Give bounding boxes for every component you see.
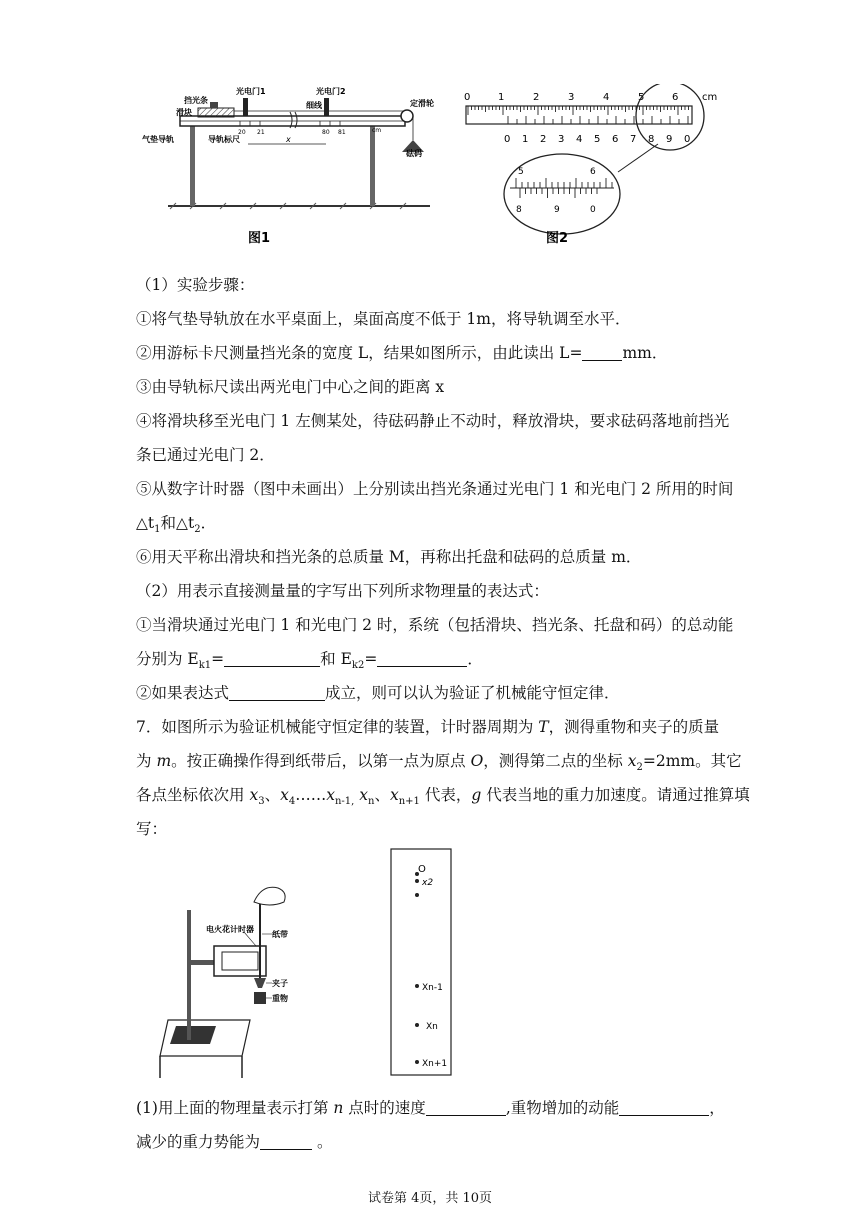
tick-21: 21 — [257, 129, 265, 136]
label-weight-obj: 重物 — [272, 994, 288, 1003]
step-4 — [136, 410, 729, 432]
q7-xn2: x — [389, 786, 399, 804]
q7-sub1-d: ， — [709, 1099, 725, 1117]
answer-blank-expression[interactable] — [229, 684, 325, 701]
vernier-1: 1 — [522, 134, 529, 145]
label-shutter: 挡光条 — [184, 96, 208, 105]
label-xn2: Xn+1 — [422, 1059, 448, 1069]
main-tick-3: 3 — [568, 92, 575, 103]
vernier-6: 6 — [612, 134, 619, 145]
step-5 — [136, 478, 733, 500]
q7-sub1-n: n — [333, 1099, 344, 1117]
vernier-5: 5 — [594, 134, 601, 145]
step-6-text: ⑥用天平称出滑块和挡光条的总质量 M，再称出托盘和砝码的总质量 m． — [136, 548, 642, 566]
step-2-unit: mm． — [622, 344, 668, 362]
part2-heading-text: （2）用表示直接测量量的字写出下列所求物理量的表达式： — [136, 582, 549, 600]
q7-m: m — [156, 752, 172, 770]
q7-x2: x — [627, 752, 637, 770]
q7-d: 。按正确操作得到纸带后，以第一点为原点 — [171, 752, 471, 770]
label-timer: 电火花计时器 — [206, 925, 254, 934]
q7-j: 写： — [136, 820, 168, 838]
step-1-text: ①将气垫导轨放在水平桌面上，桌面高度不低于 1m，将导轨调至水平． — [136, 310, 631, 328]
label-gate1: 光电门1 — [236, 87, 266, 96]
vernier-3: 3 — [558, 134, 565, 145]
part2-q1-text: ①当滑块通过光电门 1 和光电门 2 时，系统（包括滑块、挡光条、托盘和码）的总动能 — [136, 616, 734, 634]
q7-T: T — [538, 718, 549, 736]
q7-sub1-b: 点时的速度 — [343, 1099, 426, 1117]
vernier-2: 2 — [540, 134, 547, 145]
step-5-cont — [136, 512, 216, 541]
q7-f: =2mm。其它 — [642, 752, 742, 770]
q7-sep1: 、 — [264, 786, 281, 804]
q7-sub1-f: 。 — [312, 1133, 333, 1151]
q7-xn1-sub: n-1, — [334, 796, 355, 808]
zoom-top-6: 6 — [590, 167, 596, 177]
label-weight: 砝码 — [406, 149, 422, 158]
step-4-cont — [136, 444, 275, 466]
ek2-label: 和 E — [320, 650, 352, 668]
q7-sub1-cont — [136, 1131, 332, 1153]
q7-e: ，测得第二点的坐标 — [483, 752, 628, 770]
zoom-bottom-8: 8 — [516, 205, 522, 215]
dt1: △t — [136, 514, 155, 532]
label-pulley: 定滑轮 — [410, 99, 434, 108]
figure-air-track — [140, 84, 440, 250]
label-clamp: 夹子 — [272, 979, 288, 988]
step-2 — [136, 342, 667, 364]
zoom-bottom-9: 9 — [554, 205, 560, 215]
q2-text-a: ②如果表达式 — [136, 684, 230, 702]
figure-timer-apparatus — [150, 880, 300, 1080]
dot-n+1 — [415, 1060, 419, 1064]
q7-line2 — [136, 750, 742, 779]
figure-vernier — [458, 84, 730, 250]
tick-80: 80 — [322, 129, 330, 136]
q7-dots: …… — [295, 786, 327, 804]
q7-x4-sub: 4 — [288, 796, 296, 808]
figure2-caption: 图2 — [546, 231, 569, 246]
dot-3 — [415, 893, 419, 897]
label-unit: cm — [372, 127, 382, 134]
main-tick-1: 1 — [498, 92, 505, 103]
dot-n-1 — [415, 984, 419, 988]
main-tick-4: 4 — [603, 92, 610, 103]
q7-xn2-sub: n+1 — [398, 796, 420, 808]
q7-g-symbol: g — [471, 786, 482, 804]
q7-h: 代表， — [419, 786, 472, 804]
q7-line1 — [136, 716, 719, 738]
q7-line3 — [136, 784, 750, 813]
answer-blank-velocity[interactable] — [426, 1099, 506, 1116]
q7-line4 — [136, 818, 167, 840]
step-5-text: ⑤从数字计时器（图中未画出）上分别读出挡光条通过光电门 1 和光电门 2 所用的时间 — [136, 480, 734, 498]
ek1-eq: = — [211, 650, 225, 668]
dot-n — [415, 1023, 419, 1027]
ek-end: ． — [467, 650, 483, 668]
dot-2 — [415, 879, 419, 883]
main-tick-6: 6 — [672, 92, 679, 103]
label-rope: 细线 — [306, 101, 322, 110]
dt2-sub: 2 — [194, 524, 201, 536]
vernier-0: 0 — [504, 134, 511, 145]
step-3-text: ③由导轨标尺读出两光电门中心之间的距离 x — [136, 378, 445, 396]
ek1-label: 分别为 E — [136, 650, 199, 668]
dt1-sub: 1 — [154, 524, 161, 536]
step-4-cont-text: 条已通过光电门 2． — [136, 446, 275, 464]
part2-q1-cont — [136, 648, 483, 677]
q7-a: 7．如图所示为验证机械能守恒定律的装置，计时器周期为 — [136, 718, 539, 736]
q7-x2-sub: 2 — [636, 762, 643, 774]
vernier-4: 4 — [576, 134, 583, 145]
step-3 — [136, 376, 444, 398]
ek1-sub: k1 — [198, 660, 212, 672]
ek2-sub: k2 — [351, 660, 365, 672]
answer-blank-potential[interactable] — [260, 1133, 312, 1150]
vernier-10: 0 — [684, 134, 691, 145]
q7-sub1-e: 减少的重力势能为 — [136, 1133, 261, 1151]
step-2-text: ②用游标卡尺测量挡光条的宽度 L，结果如图所示，由此读出 L= — [136, 344, 583, 362]
part2-q2 — [136, 682, 620, 704]
part2-heading — [136, 580, 549, 602]
q7-sep2: 、 — [374, 786, 390, 804]
label-xn1: Xn-1 — [422, 983, 443, 993]
q7-g: 各点坐标依次用 — [136, 786, 250, 804]
q7-xn-sub: n — [368, 796, 375, 808]
step-heading — [136, 274, 254, 296]
vernier-9: 9 — [666, 134, 673, 145]
main-unit: cm — [702, 92, 718, 103]
figure1-caption: 图1 — [248, 231, 271, 246]
zoom-top-5: 5 — [518, 167, 524, 177]
q7-c: 为 — [136, 752, 157, 770]
dt2: 和△t — [160, 514, 195, 532]
q7-sub1-a: (1)用上面的物理量表示打第 — [136, 1099, 334, 1117]
zoom-bottom-0: 0 — [590, 205, 596, 215]
step-heading-text: （1）实验步骤： — [136, 276, 255, 294]
step-1 — [136, 308, 631, 330]
q7-xn: x — [354, 786, 368, 804]
answer-blank-ek1[interactable] — [224, 650, 320, 667]
answer-blank-ek2[interactable] — [377, 650, 467, 667]
q7-xn1: x — [326, 786, 335, 804]
q7-x3-sub: 3 — [258, 796, 265, 808]
q2-text-b: 成立，则可以认为验证了机械能守恒定律． — [325, 684, 620, 702]
tick-81: 81 — [338, 129, 346, 136]
label-distance: x — [286, 135, 291, 144]
q7-x4: x — [280, 786, 289, 804]
main-tick-0: 0 — [464, 92, 471, 103]
label-origin: O — [418, 864, 426, 875]
q7-b: ，测得重物和夹子的质量 — [548, 718, 720, 736]
dt-end: ． — [200, 514, 217, 532]
answer-blank-L[interactable] — [582, 344, 622, 361]
label-air-track: 气垫导轨 — [142, 135, 174, 144]
vernier-8: 8 — [648, 134, 655, 145]
label-xn: Xn — [426, 1022, 438, 1032]
part2-q1 — [136, 614, 733, 636]
q7-sub1-c: ,重物增加的动能 — [505, 1099, 620, 1117]
q7-i: 代表当地的重力加速度。请通过推算填 — [481, 786, 750, 804]
answer-blank-kinetic[interactable] — [619, 1099, 709, 1116]
label-gate2: 光电门2 — [316, 87, 346, 96]
tick-20: 20 — [238, 129, 246, 136]
label-slider: 滑块 — [176, 108, 192, 117]
vernier-7: 7 — [630, 134, 637, 145]
q7-sub1 — [136, 1097, 725, 1119]
main-tick-5: 5 — [638, 92, 645, 103]
main-tick-2: 2 — [533, 92, 540, 103]
step-4-text: ④将滑块移至光电门 1 左侧某处，待砝码静止不动时，释放滑块，要求砝码落地前挡光 — [136, 412, 730, 430]
q7-x3: x — [249, 786, 259, 804]
label-x2: x2 — [422, 878, 434, 888]
label-tape: 纸带 — [272, 930, 288, 939]
q7-O: O — [470, 752, 484, 770]
label-scale: 导轨标尺 — [208, 135, 240, 144]
step-6 — [136, 546, 641, 568]
figure-paper-tape — [390, 848, 452, 1078]
ek2-eq: = — [364, 650, 378, 668]
page-footer: 试卷第 4页，共 10页 — [367, 1191, 493, 1206]
